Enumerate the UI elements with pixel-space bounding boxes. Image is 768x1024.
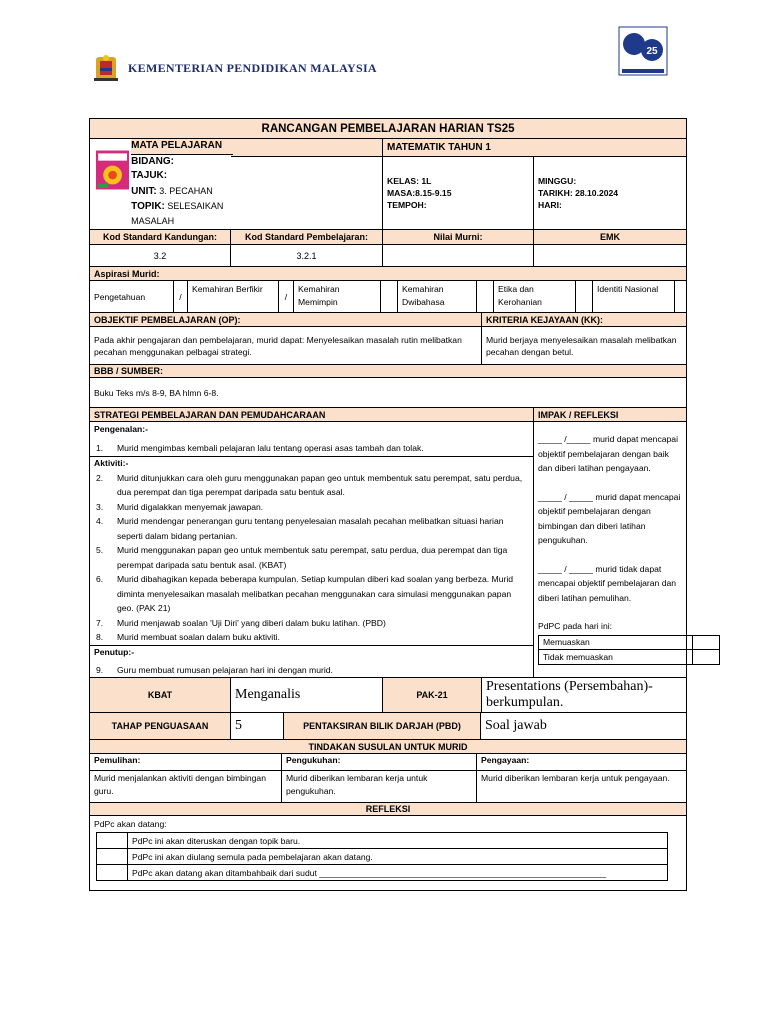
- unit-value: 3. PECAHAN: [156, 185, 213, 196]
- hari: HARI:: [538, 200, 562, 211]
- aktiviti-item-number: 7.: [96, 617, 104, 628]
- pbd-value: Soal jawab: [485, 718, 547, 734]
- aspirasi-memimpin: Kemahiran Memimpin: [293, 281, 380, 312]
- kriteria-text: Murid berjaya menyelesaikan masalah melibatkan pecahan dengan betul.: [482, 327, 687, 365]
- pemulihan-label: Pemulihan:: [90, 754, 281, 771]
- aktiviti-item-text: Murid membuat soalan dalam buku aktiviti.: [117, 632, 280, 643]
- refleksi-options-table: [96, 832, 668, 881]
- masa: MASA:8.15-9.15: [387, 188, 452, 199]
- book-cover-cell: [90, 139, 231, 230]
- document-title: RANCANGAN PEMBELAJARAN HARIAN TS25: [90, 119, 687, 139]
- bbm-label: BBB / SUMBER:: [90, 365, 687, 378]
- minggu: MINGGU:: [538, 176, 577, 187]
- aspirasi-berfikir: Kemahiran Berfikir: [187, 281, 278, 312]
- aspirasi-label: Aspirasi Murid:: [90, 267, 687, 281]
- strategi-label: STRATEGI PEMBELAJARAN DAN PEMUDAHCARAAN: [90, 408, 534, 422]
- impak-pengukuhan: _____ / _____ murid dapat mencapai objektif pembelajaran dengan bimbingan dan diberi latihan pengukuhan.: [538, 491, 681, 546]
- refleksi-option-1: PdPc ini akan diteruskan dengan topik baru.: [128, 833, 668, 849]
- penutup-item: [94, 663, 529, 678]
- standard-kandungan-value: 3.2: [90, 245, 231, 267]
- aktiviti-item-number: 6.: [96, 574, 104, 585]
- aktiviti-label: Aktiviti:-: [94, 457, 129, 468]
- pemulihan-text: Murid menjalankan aktiviti dengan bimbingan guru.: [94, 773, 266, 797]
- aktiviti-item-text: Murid ditunjukkan cara oleh guru menggunakan papan geo untuk membentuk satu perempat, satu perdua, dua perempat dan tiga perempat daripada satu bentuk asal.: [117, 472, 523, 498]
- strategi-content: [90, 422, 534, 678]
- aktiviti-item: [94, 514, 529, 543]
- aktiviti-item: [94, 471, 529, 500]
- refleksi-option-2: PdPc ini akan diulang semula pada pembelajaran akan datang.: [128, 849, 668, 865]
- pbd-label: PENTAKSIRAN BILIK DARJAH (PBD): [283, 713, 481, 739]
- topik-label: TOPIK:: [131, 200, 165, 212]
- pengayaan-label: Pengayaan:: [477, 754, 686, 771]
- aktiviti-item-number: 3.: [96, 501, 104, 512]
- tajuk-label: TAJUK:: [131, 170, 168, 182]
- kelas: KELAS: 1L: [387, 176, 432, 187]
- aspirasi-mark-2: /: [278, 281, 293, 312]
- aktiviti-item-number: 4.: [96, 516, 104, 527]
- subject-value: MATEMATIK TAHUN 1: [383, 139, 687, 157]
- pengenalan-item-text: Murid mengimbas kembali pelajaran lalu tentang operasi asas tambah dan tolak.: [117, 443, 424, 454]
- pak-value: Presentations (Persembahan)- berkumpulan.: [482, 678, 687, 713]
- aktiviti-item: [94, 616, 529, 631]
- subject-label: MATA PELAJARAN: [131, 139, 232, 155]
- pengenalan-item: [94, 441, 529, 456]
- aktiviti-item-text: Murid mendengar penerangan guru tentang penyelesaian masalah pecahan melibatkan situasi harian seperti dalam bidang pertanian.: [117, 516, 504, 541]
- pengukuhan-text: Murid diberikan lembaran kerja untuk pengukuhan.: [286, 773, 428, 797]
- ministry-title: KEMENTERIAN PENDIDIKAN MALAYSIA: [128, 61, 377, 75]
- kbat-label: KBAT: [90, 678, 231, 713]
- ts25-logo: [618, 26, 668, 82]
- impak-pengayaan: _____ /_____ murid dapat mencapai objektif pembelajaran dengan baik dan diberi latihan pengayaan.: [538, 434, 678, 474]
- penutup-item-number: 9.: [96, 664, 104, 675]
- tahap-penguasaan-label: TAHAP PENGUASAAN: [90, 713, 231, 740]
- aktiviti-item: [94, 572, 529, 616]
- unit-label: UNIT:: [131, 185, 157, 197]
- malaysia-coat-of-arms-logo: [91, 54, 121, 84]
- tempoh: TEMPOH:: [387, 200, 427, 211]
- standard-kandungan-header: Kod Standard Kandungan:: [90, 230, 231, 245]
- susulan-label: TINDAKAN SUSULAN UNTUK MURID: [90, 740, 687, 754]
- aktiviti-item-text: Murid digalakkan menyemak jawapan.: [117, 501, 264, 512]
- aspirasi-row: [90, 281, 687, 313]
- refleksi-checkbox-1[interactable]: [97, 833, 128, 849]
- pengayaan-text: Murid diberikan lembaran kerja untuk pengayaan.: [481, 773, 670, 784]
- pengenalan-item-number: 1.: [96, 443, 104, 454]
- pengenalan-label: Pengenalan:-: [94, 424, 148, 435]
- aktiviti-item-number: 8.: [96, 632, 104, 643]
- objektif-text: Pada akhir pengajaran dan pembelajaran, murid dapat: Menyelesaikan masalah rutin melibatkan pecahan menggunakan pelbagai strategi.: [90, 327, 482, 365]
- aktiviti-item-number: 2.: [96, 472, 104, 483]
- pdpc-tidak-memuaskan: Tidak memuaskan: [539, 649, 693, 664]
- impak-pemulihan: _____ / _____ murid tidak dapat mencapai objektif pembelajaran dan diberi latihan pemulihan.: [538, 563, 677, 603]
- aktiviti-item-text: Murid dibahagikan kepada beberapa kumpulan. Setiap kumpulan diberi kad soalan yang berbeza. Murid diminta menyelesaikan masalah melibatkan pecahan menggunakan cara simulasi menggunakan papan geo. (PAK 21): [117, 574, 514, 614]
- penutup-item-text: Guru membuat rumusan pelajaran hari ini dengan murid.: [117, 664, 333, 675]
- standard-pembelajaran-header: Kod Standard Pembelajaran:: [231, 230, 383, 245]
- aspirasi-mark-1: /: [173, 281, 187, 312]
- topik-value: SELESAIKAN MASALAH: [131, 200, 224, 227]
- pdpc-label: PdPC pada hari ini:: [538, 621, 613, 632]
- pdpc-memuaskan-checkbox[interactable]: [693, 635, 720, 649]
- refleksi-subtitle: PdPc akan datang:: [94, 819, 167, 830]
- objektif-label: OBJEKTIF PEMBELAJARAN (OP):: [90, 313, 482, 327]
- kbat-value: Menganalis: [231, 678, 383, 713]
- tarikh: TARIKH: 28.10.2024: [538, 188, 619, 199]
- aktiviti-item: [94, 630, 529, 645]
- impak-label: IMPAK / REFLEKSI: [534, 408, 687, 422]
- refleksi-option-3: PdPc akan datang akan ditambahbaik dari sudut ____________________________________________________________: [128, 865, 668, 881]
- aspirasi-dwibahasa: Kemahiran Dwibahasa: [397, 281, 476, 312]
- pdpc-options-table: [538, 635, 720, 665]
- aktiviti-item: [94, 543, 529, 572]
- kriteria-label: KRITERIA KEJAYAAN (KK):: [482, 313, 687, 327]
- emk-header: EMK: [534, 230, 687, 245]
- pdpc-memuaskan: Memuaskan: [539, 635, 693, 649]
- pengukuhan-label: Pengukuhan:: [282, 754, 476, 771]
- aktiviti-item: [94, 500, 529, 515]
- refleksi-checkbox-2[interactable]: [97, 849, 128, 865]
- tahap-penguasaan-value: 5: [235, 718, 242, 734]
- aktiviti-item-text: Murid menjawab soalan 'Uji Diri' yang diberi dalam buku latihan. (PBD): [117, 617, 386, 628]
- textbook-cover-image: [96, 143, 129, 197]
- pdpc-tidak-memuaskan-checkbox[interactable]: [693, 649, 720, 664]
- aktiviti-item-text: Murid menggunakan papan geo untuk membentuk satu perempat, satu perdua, dua perempat dan tiga perempat daripada satu bentuk asal. (KBAT): [117, 545, 508, 570]
- nilai-murni-header: Nilai Murni:: [383, 230, 534, 245]
- pak-label: PAK-21: [383, 678, 482, 713]
- aspirasi-etika: Etika dan Kerohanian: [493, 281, 575, 312]
- standard-pembelajaran-value: 3.2.1: [231, 245, 383, 267]
- bidang-label: BIDANG:: [131, 156, 174, 167]
- bbm-text: Buku Teks m/s 8-9, BA hlmn 6-8.: [90, 378, 687, 408]
- aktiviti-item-number: 5.: [96, 545, 104, 556]
- aspirasi-identiti: Identiti Nasional: [592, 281, 674, 312]
- impak-content: [534, 422, 687, 678]
- penutup-label: Penutup:-: [94, 646, 135, 657]
- rph-table: [89, 118, 687, 891]
- refleksi-label: REFLEKSI: [90, 803, 687, 816]
- ts25-logo-number: 25: [646, 46, 658, 57]
- aspirasi-pengetahuan: Pengetahuan: [94, 291, 146, 302]
- refleksi-checkbox-3[interactable]: [97, 865, 128, 881]
